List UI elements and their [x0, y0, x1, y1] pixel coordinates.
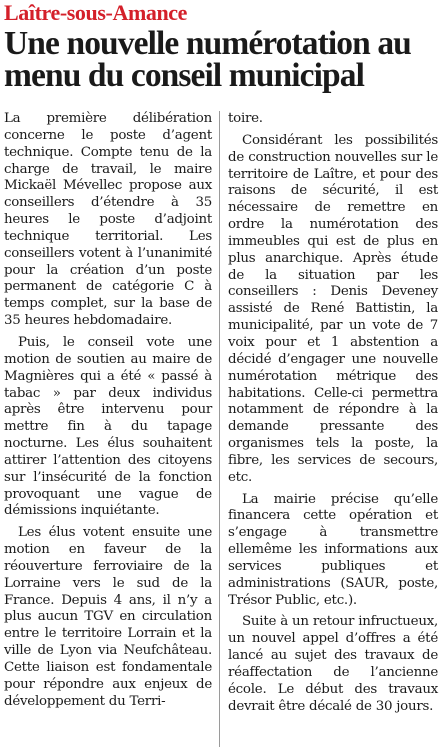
location-kicker: Laître-sous-Amance [4, 0, 188, 25]
paragraph-motion-soutien: Puis, le conseil vote une motion de soutien au maire de Magnières qui a été « passé à tabac » par deux individus après être intervenu pour mettre fin à du tapage nocturne. Les élus souhaitent attirer l’attention des citoyens sur l’insécurité de la fonction provoquant une vague de démissions inquiétante. [4, 334, 212, 519]
article-column-right [228, 111, 438, 721]
paragraph-ancienne-ecole: Suite à un retour infructueux, un nouvel appel d’offres a été lancé au sujet des travaux de réaffectation de l’ancienne école. Le début des travaux devrait être décalé de 30 jours. [228, 614, 438, 714]
paragraph-financement: La mairie précise qu’elle financera cette opération et s’engage à transmettre ellemême les informations aux services publiques et administrations (SAUR, poste, Trésor Public, etc.). [228, 491, 438, 608]
article-column-left [4, 111, 212, 716]
paragraph-numerotation: Considérant les possibilités de construction nouvelles sur le territoire de Laître, et pour des raisons de sécurité, il est nécessaire de remettre en ordre la numérotation des immeubles qui est de plus en plus anarchique. Après étude de la situation par les conseillers : Denis Deveney assisté de René Battistin, la municipalité, par un vote de 7 voix pour et 1 abstention a décidé d’engager une nouvelle numérotation métrique des habitations. Celle-ci permettra notamment de répondre à la demande pressante des organismes tels la poste, la fibre, les services de secours, etc. [228, 132, 438, 485]
paragraph-motion-ferroviaire: Les élus votent ensuite une motion en faveur de la réouverture ferroviaire de la Lorraine vers le sud de la France. Depuis 4 ans, il n’y a plus aucun TGV en circulation entre le territoire Lorrain et la ville de Lyon via Neufchâteau. Cette liaison est fondamentale pour répondre aux enjeux de développement du Terri- [4, 525, 212, 709]
headline: Une nouvelle numérotation au menu du conseil municipal [4, 25, 411, 94]
paragraph-continuation: toire. [228, 111, 263, 126]
paragraph-agent-technique: La première délibération concerne le poste d’agent technique. Compte tenu de la charge de travail, le maire Mickaël Mévellec propose aux conseillers d’étendre à 35 heures le poste d’adjoint technique territorial. Les conseillers votent à l’unanimité pour la création d’un poste permanent de catégorie C à temps complet, sur la base de 35 heures hebdomadaire. [4, 111, 212, 329]
column-divider [219, 111, 220, 747]
